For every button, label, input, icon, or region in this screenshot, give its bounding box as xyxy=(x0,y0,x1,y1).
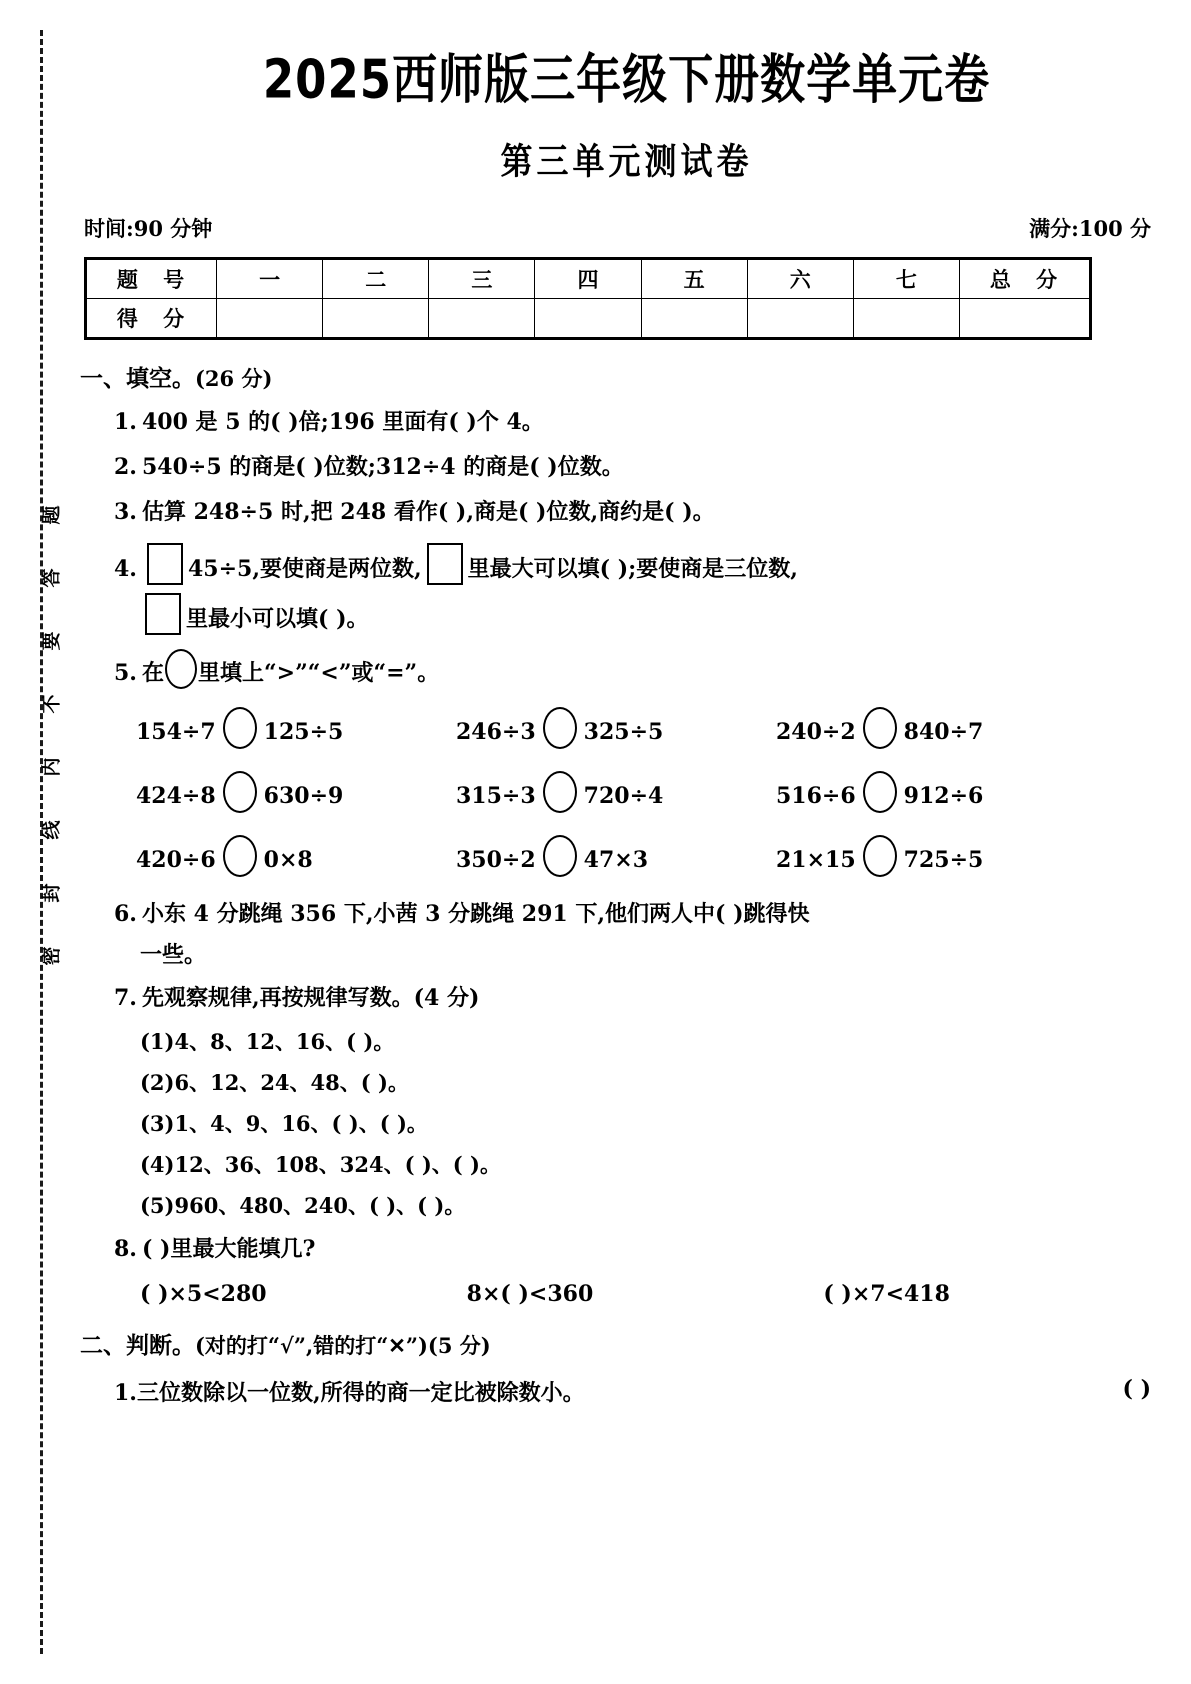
exam-page xyxy=(62,0,1191,1684)
comparison-grid xyxy=(136,707,1136,877)
question-2 xyxy=(114,452,1191,483)
expression-item: ( )×5<280 xyxy=(140,1280,267,1307)
question-4-number: 4. xyxy=(114,555,137,582)
section-two-question-1-answer-mark[interactable]: ( ) xyxy=(1122,1375,1151,1402)
exam-meta xyxy=(84,213,1151,243)
section-two-question-1-text xyxy=(114,1376,585,1407)
question-4-text-part2: 里最大可以填( );要使商是三位数, xyxy=(467,555,798,582)
score-cell-6[interactable] xyxy=(747,299,853,339)
question-7 xyxy=(114,983,1191,1014)
total-score-label: 满分:100 分 xyxy=(1029,216,1151,241)
comparison-left: 350÷2 xyxy=(456,847,536,874)
comparison-item xyxy=(456,707,776,749)
score-cell-3[interactable] xyxy=(429,299,535,339)
score-col-1: 一 xyxy=(217,259,323,299)
question-4 xyxy=(114,543,1191,585)
comparison-right: 0×8 xyxy=(263,847,313,874)
question-1-number: 1. xyxy=(114,409,137,435)
comparison-right: 630÷9 xyxy=(263,783,344,810)
section-two-title: 二、判断。 xyxy=(80,1332,195,1359)
score-table-row-label-score: 得 分 xyxy=(86,299,217,339)
question-8-text: ( )里最大能填几? xyxy=(141,1235,316,1262)
question-8-expressions xyxy=(140,1281,1120,1307)
circle-blank-icon[interactable] xyxy=(863,707,897,749)
question-1-text: 400 是 5 的( )倍;196 里面有( )个 4。 xyxy=(141,409,544,435)
question-7-item-2: (2)6、12、24、48、( )。 xyxy=(140,1069,409,1095)
page-subtitle: 第三单元测试卷 xyxy=(500,139,753,183)
answer-box-icon[interactable] xyxy=(147,543,183,585)
seal-line-margin xyxy=(0,0,62,1684)
question-7-item-5: (5)960、480、240、( )、( )。 xyxy=(140,1192,466,1218)
question-7-item-1: (1)4、8、12、16、( )。 xyxy=(140,1028,395,1054)
comparison-left: 154÷7 xyxy=(136,719,216,746)
score-col-total: 总 分 xyxy=(960,259,1091,299)
time-label: 时间:90 分钟 xyxy=(84,216,213,241)
comparison-item xyxy=(136,835,456,877)
comparison-left: 420÷6 xyxy=(136,847,216,874)
page-title: 2025西师版三年级下册数学单元卷 xyxy=(262,47,991,111)
question-4-text-part1: 45÷5,要使商是两位数, xyxy=(187,555,422,582)
question-6-continued: 一些。 xyxy=(140,942,207,969)
comparison-left: 240÷2 xyxy=(776,719,856,746)
score-col-6: 六 xyxy=(747,259,853,299)
score-col-5: 五 xyxy=(641,259,747,299)
section-two-question-1-number: 1. xyxy=(114,1379,137,1406)
circle-blank-icon[interactable] xyxy=(863,771,897,813)
section-two-rule: (对的打“√”,错的打“✕”)(5 分) xyxy=(195,1332,491,1358)
score-cell-7[interactable] xyxy=(853,299,959,339)
question-5-number: 5. xyxy=(114,659,137,686)
circle-blank-icon[interactable] xyxy=(863,835,897,877)
circle-blank-icon[interactable] xyxy=(223,707,257,749)
comparison-right: 47×3 xyxy=(583,847,649,874)
circle-blank-icon[interactable] xyxy=(223,771,257,813)
comparison-item xyxy=(776,707,1096,749)
comparison-row xyxy=(136,771,1136,813)
comparison-right: 720÷4 xyxy=(583,783,664,810)
section-two-question-1-body: 三位数除以一位数,所得的商一定比被除数小。 xyxy=(136,1379,585,1406)
question-4-continued xyxy=(140,593,1191,635)
question-7-number: 7. xyxy=(114,985,137,1012)
score-table-header-row xyxy=(86,259,1091,299)
score-cell-4[interactable] xyxy=(535,299,641,339)
comparison-right: 725÷5 xyxy=(903,847,984,874)
score-col-4: 四 xyxy=(535,259,641,299)
circle-blank-icon[interactable] xyxy=(223,835,257,877)
question-3-text: 估算 248÷5 时,把 248 看作( ),商是( )位数,商约是( )。 xyxy=(141,499,715,526)
score-cell-5[interactable] xyxy=(641,299,747,339)
comparison-row xyxy=(136,707,1136,749)
question-7-text: 先观察规律,再按规律写数。(4 分) xyxy=(141,985,480,1012)
question-3 xyxy=(114,497,1191,528)
question-8-number: 8. xyxy=(114,1235,137,1262)
score-col-3: 三 xyxy=(429,259,535,299)
seal-vertical-text: 密封线内不要答题 xyxy=(40,461,63,966)
comparison-left: 21×15 xyxy=(776,847,856,874)
circle-blank-icon[interactable] xyxy=(543,707,577,749)
expression-item: ( )×7<418 xyxy=(823,1280,950,1307)
question-3-number: 3. xyxy=(114,499,137,526)
comparison-left: 315÷3 xyxy=(456,783,536,810)
comparison-item xyxy=(776,835,1096,877)
comparison-item xyxy=(776,771,1096,813)
comparison-right: 840÷7 xyxy=(903,719,984,746)
score-cell-total[interactable] xyxy=(960,299,1091,339)
circle-blank-icon[interactable] xyxy=(543,771,577,813)
question-5 xyxy=(114,649,1191,689)
question-6 xyxy=(114,899,1191,930)
section-one-heading xyxy=(80,360,1191,393)
question-5-lead-after: 里填上“>”“<”或“=”。 xyxy=(197,659,440,686)
question-1 xyxy=(114,407,1191,438)
comparison-right: 125÷5 xyxy=(263,719,344,746)
comparison-item xyxy=(456,835,776,877)
score-table-value-row xyxy=(86,299,1091,339)
comparison-left: 246÷3 xyxy=(456,719,536,746)
circle-blank-icon[interactable] xyxy=(543,835,577,877)
score-col-2: 二 xyxy=(323,259,429,299)
question-2-text: 540÷5 的商是( )位数;312÷4 的商是( )位数。 xyxy=(141,454,624,481)
comparison-item xyxy=(136,707,456,749)
comparison-left: 516÷6 xyxy=(776,783,856,810)
comparison-row xyxy=(136,835,1136,877)
score-cell-1[interactable] xyxy=(217,299,323,339)
comparison-right: 325÷5 xyxy=(583,719,664,746)
comparison-left: 424÷8 xyxy=(136,783,216,810)
comparison-item xyxy=(456,771,776,813)
score-col-7: 七 xyxy=(853,259,959,299)
question-5-lead-before: 在 xyxy=(141,659,164,686)
question-8 xyxy=(114,1234,1191,1265)
score-table xyxy=(84,257,1092,340)
answer-box-icon[interactable] xyxy=(145,593,181,635)
section-two-heading xyxy=(80,1327,1191,1360)
comparison-right: 912÷6 xyxy=(903,783,984,810)
question-4-text-part3: 里最小可以填( )。 xyxy=(186,605,369,632)
score-cell-2[interactable] xyxy=(323,299,429,339)
section-two-question-1 xyxy=(114,1376,1151,1407)
section-one-points: (26 分) xyxy=(195,366,273,391)
question-2-number: 2. xyxy=(114,454,137,481)
circle-blank-icon[interactable] xyxy=(165,649,197,689)
expression-item: 8×( )<360 xyxy=(466,1280,594,1307)
score-table-row-label-number: 题 号 xyxy=(86,259,217,299)
question-7-item-3: (3)1、4、9、16、( )、( )。 xyxy=(140,1110,428,1136)
answer-box-icon[interactable] xyxy=(427,543,463,585)
section-one-title: 一、填空。 xyxy=(80,366,195,392)
comparison-item xyxy=(136,771,456,813)
question-7-item-4: (4)12、36、108、324、( )、( )。 xyxy=(140,1151,501,1177)
question-6-number: 6. xyxy=(114,901,137,928)
question-6-text: 小东 4 分跳绳 356 下,小茜 3 分跳绳 291 下,他们两人中( )跳得快 xyxy=(141,901,810,928)
